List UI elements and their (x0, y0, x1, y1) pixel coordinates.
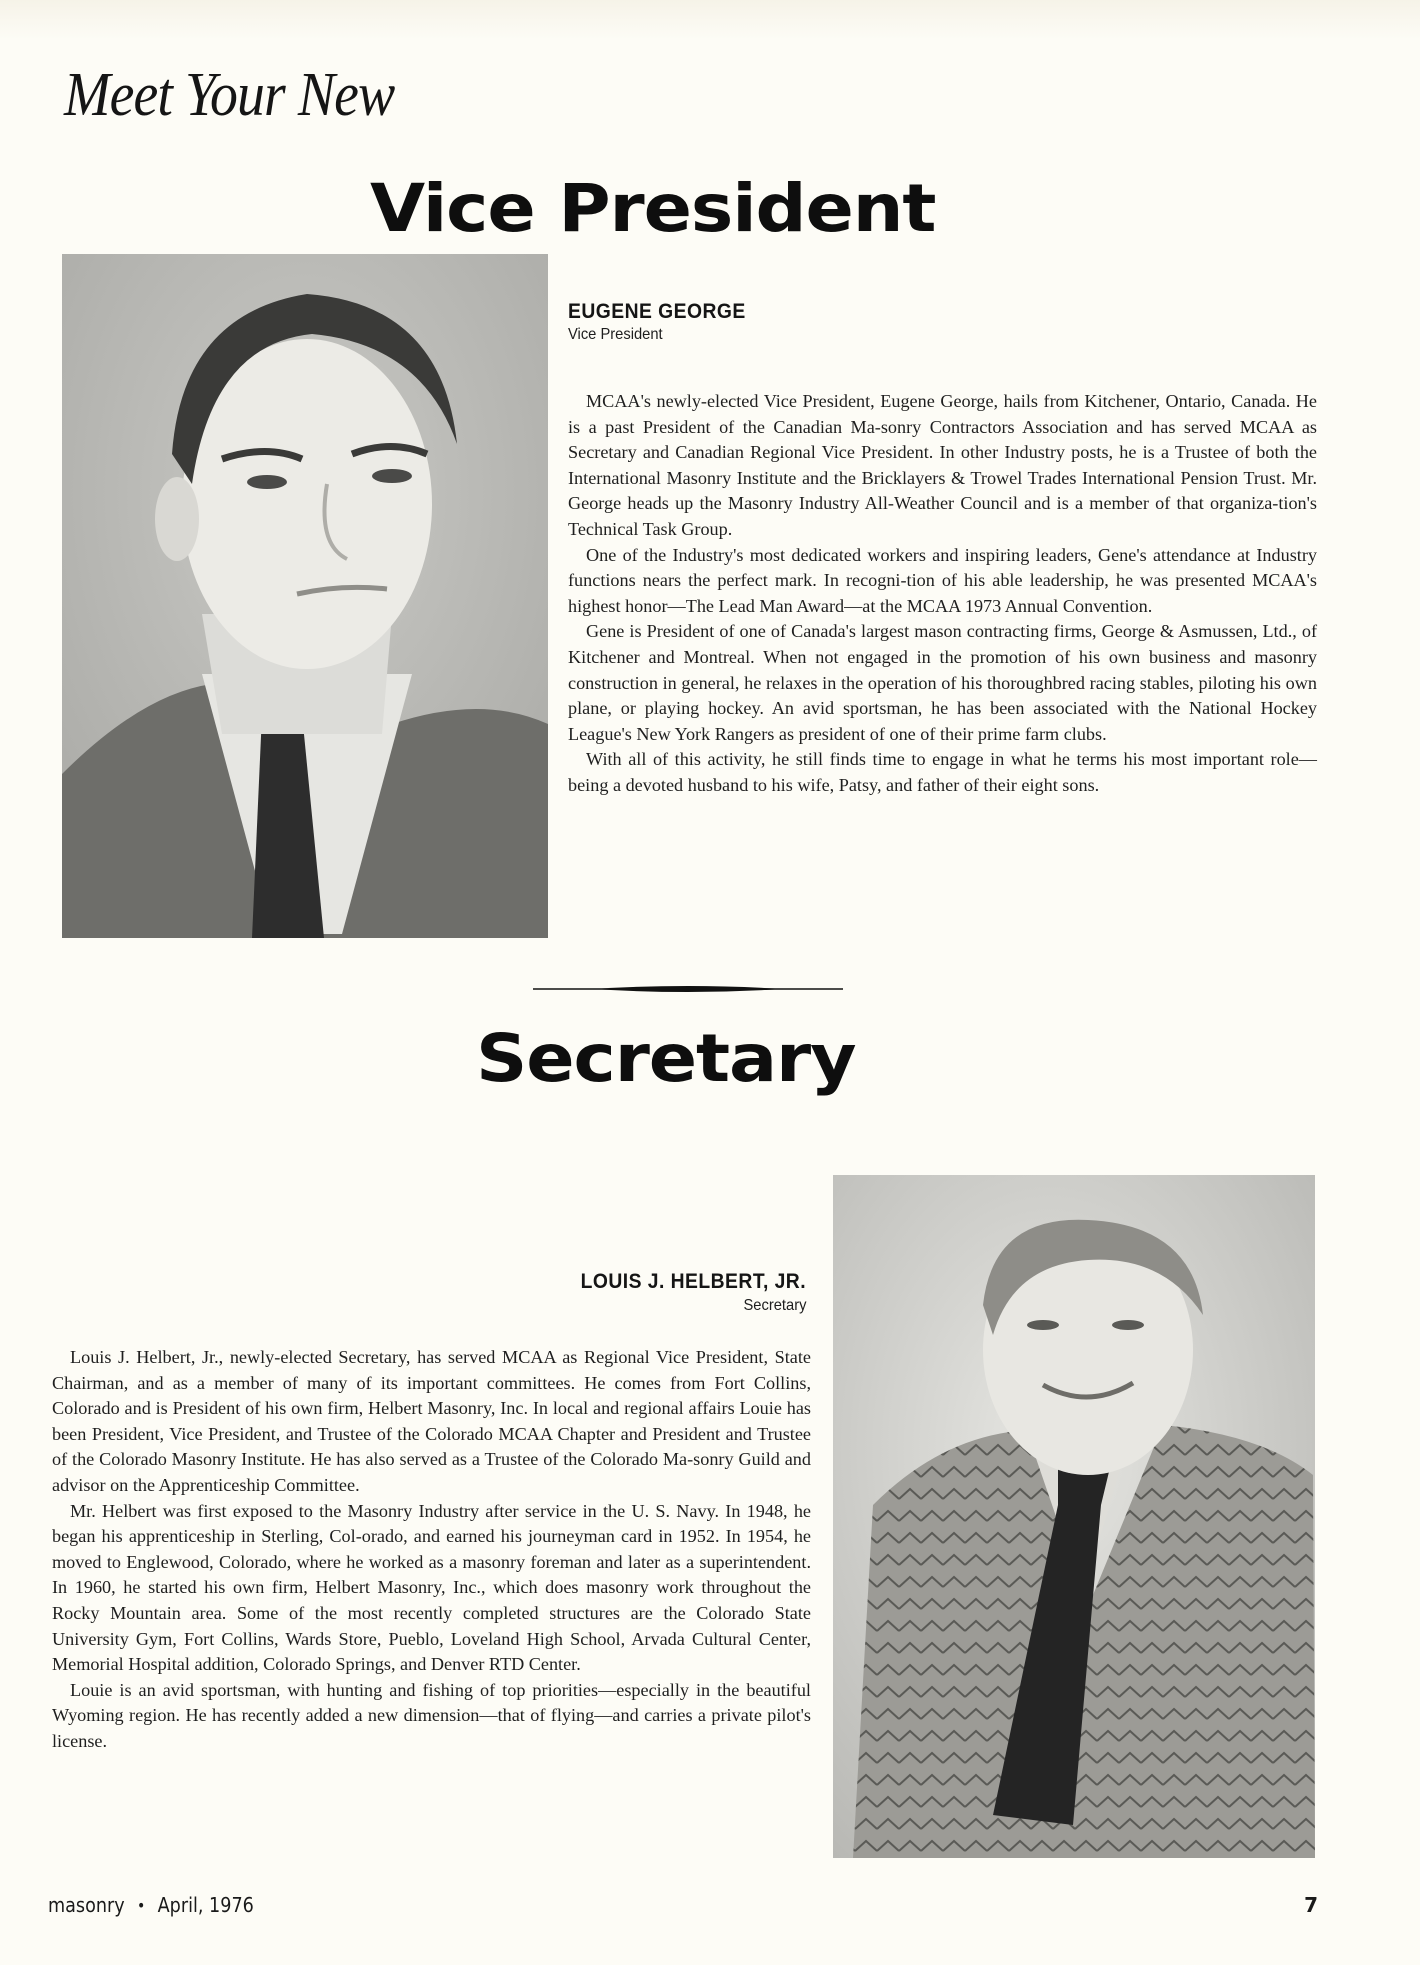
publication-name: masonry (48, 1893, 125, 1917)
bio-paragraph: Mr. Helbert was first exposed to the Masonry Industry after service in the U. S. Navy. In 1948, he began his apprenticeship in Sterling, Col-orado, and earned his journeyman card in 1952. In 1954, he moved to Englewood, Colorado, where he worked as a masonry foreman and later as a superintendent. In 1960, he started his own firm, Helbert Masonry, Inc., which does masonry work throughout the Rocky Mountain area. Some of the most recently completed structures are the Colorado State University Gym, Fort Collins, Wards Store, Pueblo, Loveland High School, Arvada Cultural Center, Memorial Hospital addition, Colorado Springs, and Denver RTD Center. (52, 1500, 811, 1675)
issue-date: April, 1976 (157, 1893, 254, 1917)
bio-paragraph: Louie is an avid sportsman, with hunting and fishing of top priorities—especially in the beautiful Wyoming region. He has recently added a new dimension—that of flying—and carries a private pilot's license. (52, 1679, 811, 1751)
secretary-role: Secretary (743, 1297, 806, 1314)
page-footer (48, 1893, 254, 1917)
section-title-vice-president: Vice President (370, 170, 936, 247)
bullet-icon: • (137, 1895, 146, 1915)
tapered-rule-icon (533, 983, 843, 995)
portrait-image-icon (833, 1175, 1315, 1858)
bio-paragraph: Gene is President of one of Canada's largest mason contracting firms, George & Asmussen, Ltd., of Kitchener and Montreal. When not engaged in the promotion of his own business and masonry construction in general, he relaxes in the operation of his thoroughbred racing stables, piloting his own plane, or playing hockey. An avid sportsman, he has been associated with the National Hockey League's New York Rangers as president of one of their prime farm clubs. (568, 621, 1317, 744)
bio-paragraph: One of the Industry's most dedicated workers and inspiring leaders, Gene's attendance at Industry functions nears the perfect mark. In recogni-tion of his able leadership, he was presented MCAA's highest honor—The Lead Man Award—at the MCAA 1973 Annual Convention. (568, 544, 1317, 616)
vice-president-photo (62, 254, 548, 938)
bio-paragraph: With all of this activity, he still finds time to engage in what he terms his most important role—being a devoted husband to his wife, Patsy, and father of their eight sons. (568, 749, 1317, 795)
show-through-bleed (0, 0, 1420, 40)
secretary-bio (52, 1345, 811, 1755)
secretary-name: LOUIS J. HELBERT, JR. (580, 1270, 806, 1293)
vice-president-role: Vice President (568, 326, 663, 343)
section-title-secretary: Secretary (476, 1020, 856, 1097)
section-divider (533, 982, 843, 994)
vice-president-bio (568, 389, 1317, 799)
portrait-image-icon (62, 254, 548, 938)
bio-paragraph: Louis J. Helbert, Jr., newly-elected Secretary, has served MCAA as Regional Vice President, State Chairman, and as a member of many of its important committees. He comes from Fort Collins, Colorado and is President of his own firm, Helbert Masonry, Inc. In local and regional affairs Louie has been President, Vice President, and Trustee of the Colorado MCAA Chapter and President and Trustee of the Colorado Masonry Institute. He has also served as a Trustee of the Colorado Ma-sonry Guild and advisor on the Apprenticeship Committee. (52, 1347, 811, 1495)
bio-paragraph: MCAA's newly-elected Vice President, Eugene George, hails from Kitchener, Ontario, Canada. He is a past President of the Canadian Ma-sonry Contractors Association and has served MCAA as Secretary and Canadian Regional Vice President. In other Industry posts, he is a Trustee of both the International Masonry Institute and the Bricklayers & Trowel Trades International Pension Trust. Mr. George heads up the Masonry Industry All-Weather Council and is a member of that organiza-tion's Technical Task Group. (568, 391, 1317, 539)
page-kicker: Meet Your New (64, 61, 395, 129)
page-number: 7 (1304, 1893, 1318, 1917)
secretary-photo (833, 1175, 1315, 1858)
vice-president-name: EUGENE GEORGE (568, 300, 746, 323)
